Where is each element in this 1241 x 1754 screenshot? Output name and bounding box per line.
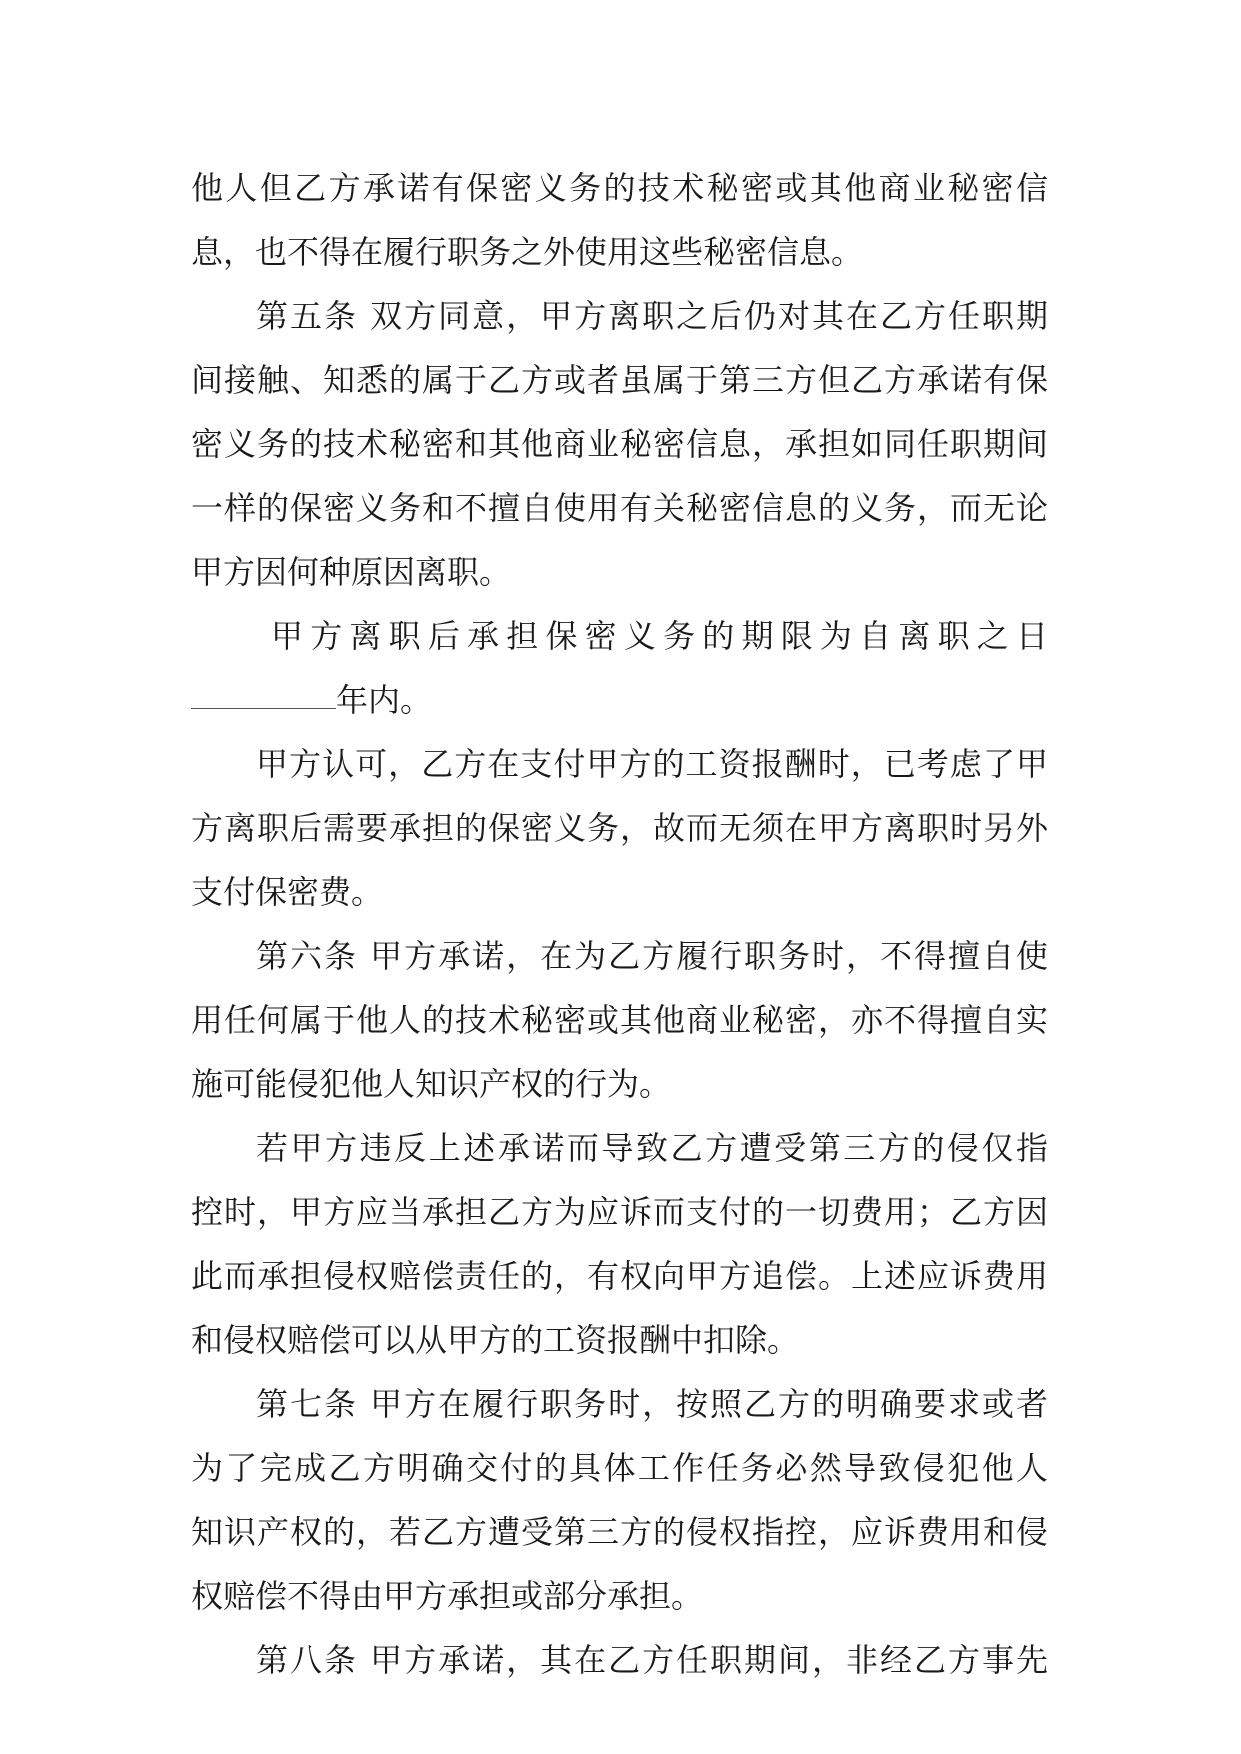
text-fragment: 年内。 [336, 681, 433, 719]
text-line: 施可能侵犯他人知识产权的行为。 [191, 1065, 672, 1103]
text-line-with-blank [191, 668, 1048, 732]
text-line: 一样的保密义务和不擅自使用有关秘密信息的义务，而无论 [191, 489, 1048, 527]
text-line: 甲方认可，乙方在支付甲方的工资报酬时，已考虑了甲 [256, 745, 1048, 783]
text-line: 和侵权赔偿可以从甲方的工资报酬中扣除。 [191, 1321, 800, 1359]
text-line: 方离职后需要承担的保密义务，故而无须在甲方离职时另外 [191, 809, 1048, 847]
text-line: 此而承担侵权赔偿责任的，有权向甲方追偿。上述应诉费用 [191, 1257, 1048, 1295]
text-line: 支付保密费。 [191, 873, 384, 911]
text-line: 知识产权的，若乙方遭受第三方的侵权指控，应诉费用和侵 [191, 1513, 1048, 1551]
text-line: 为了完成乙方明确交付的具体工作任务必然导致侵犯他人 [191, 1449, 1048, 1487]
text-line: 若甲方违反上述承诺而导致乙方遭受第三方的侵仅指 [256, 1129, 1048, 1167]
text-line: 甲方离职后承担保密义务的期限为自离职之日 [271, 617, 1048, 655]
text-line: 控时，甲方应当承担乙方为应诉而支付的一切费用；乙方因 [191, 1193, 1048, 1231]
text-line: 权赔偿不得由甲方承担或部分承担。 [191, 1577, 704, 1615]
text-line: 甲方因何种原因离职。 [191, 553, 512, 591]
text-line: 第六条 甲方承诺，在为乙方履行职务时，不得擅自使 [256, 937, 1048, 975]
text-line: 第七条 甲方在履行职务时，按照乙方的明确要求或者 [256, 1385, 1048, 1423]
text-line: 他人但乙方承诺有保密义务的技术秘密或其他商业秘密信 [191, 169, 1048, 207]
text-line: 用任何属于他人的技术秘密或其他商业秘密，亦不得擅自实 [191, 1001, 1048, 1039]
document-body [191, 156, 1048, 1692]
fill-in-blank[interactable] [191, 668, 336, 709]
text-line: 息，也不得在履行职务之外使用这些秘密信息。 [191, 233, 864, 271]
text-line: 间接触、知悉的属于乙方或者虽属于第三方但乙方承诺有保 [191, 361, 1048, 399]
text-line: 密义务的技术秘密和其他商业秘密信息，承担如同任职期间 [191, 425, 1048, 463]
text-line: 第八条 甲方承诺，其在乙方任职期间，非经乙方事先 [256, 1641, 1048, 1679]
text-line: 第五条 双方同意，甲方离职之后仍对其在乙方任职期 [256, 297, 1048, 335]
